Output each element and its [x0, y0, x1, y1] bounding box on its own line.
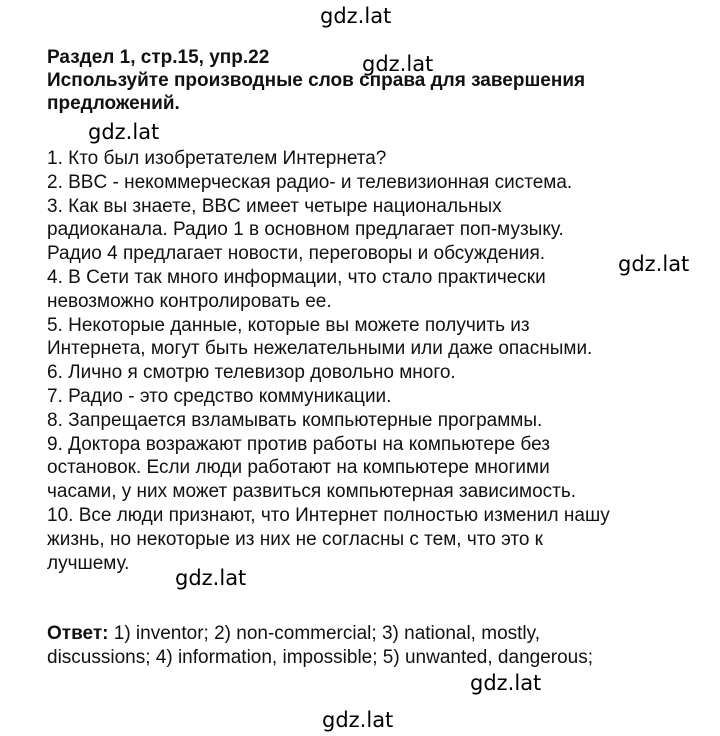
task-instruction-line: предложений. — [47, 93, 180, 114]
watermark: gdz.lat — [320, 4, 392, 28]
text-line: Радио 4 предлагает новости, переговоры и обсуждения. — [47, 243, 546, 265]
text-line: 1. Кто был изобретателем Интернета? — [47, 148, 387, 169]
answer-line: discussions; 4) information, impossible; 5) unwanted, dangerous; — [47, 646, 594, 668]
answer-line — [47, 622, 697, 646]
text-line: невозможно контролировать ее. — [47, 290, 332, 312]
text-line: часами, у них может развиться компьютерная зависимость. — [47, 481, 577, 503]
text-line: 6. Лично я смотрю телевизор довольно много. — [47, 362, 456, 384]
text-line: 9. Доктора возражают против работы на компьютере без — [47, 433, 550, 455]
watermark: gdz.lat — [88, 120, 160, 144]
text-line: жизнь, но некоторые из них не согласны с тем, что это к — [47, 528, 543, 550]
text-line: Интернета, могут быть нежелательными или даже опасными. — [47, 338, 593, 360]
text-line: 5. Некоторые данные, которые вы можете получить из — [47, 314, 530, 336]
answer-block — [47, 622, 697, 669]
text-line: 2. BBC - некоммерческая радио- и телевизионная система. — [47, 171, 573, 193]
text-line: 10. Все люди признают, что Интернет полностью изменил нашу — [47, 504, 610, 526]
text-line: 7. Радио - это средство коммуникации. — [47, 385, 392, 407]
text-line: 3. Как вы знаете, BBC имеет четыре национальных — [47, 195, 502, 217]
answer-label: Ответ: — [47, 623, 109, 644]
watermark: gdz.lat — [362, 52, 434, 76]
text-line: остановок. Если люди работают на компьютере многими — [47, 457, 550, 479]
text-line: 4. В Сети так много информации, что стало практически — [47, 266, 546, 288]
sentence-list — [47, 147, 707, 575]
task-instruction-line: Используйте производные слов справа для завершения — [47, 70, 586, 91]
section-reference: Раздел 1, стр.15, упр.22 — [47, 47, 270, 68]
text-line: 8. Запрещается взламывать компьютерные программы. — [47, 409, 543, 431]
text-line: лучшему. — [47, 552, 130, 574]
watermark: gdz.lat — [470, 671, 542, 695]
watermark: gdz.lat — [175, 566, 247, 590]
watermark: gdz.lat — [322, 708, 394, 732]
exercise-heading — [47, 46, 697, 115]
answer-text: 1) inventor; 2) non-commercial; 3) national, mostly, — [108, 623, 541, 644]
text-line: радиоканала. Радио 1 в основном предлагает поп-музыку. — [47, 219, 564, 241]
watermark: gdz.lat — [618, 252, 690, 276]
